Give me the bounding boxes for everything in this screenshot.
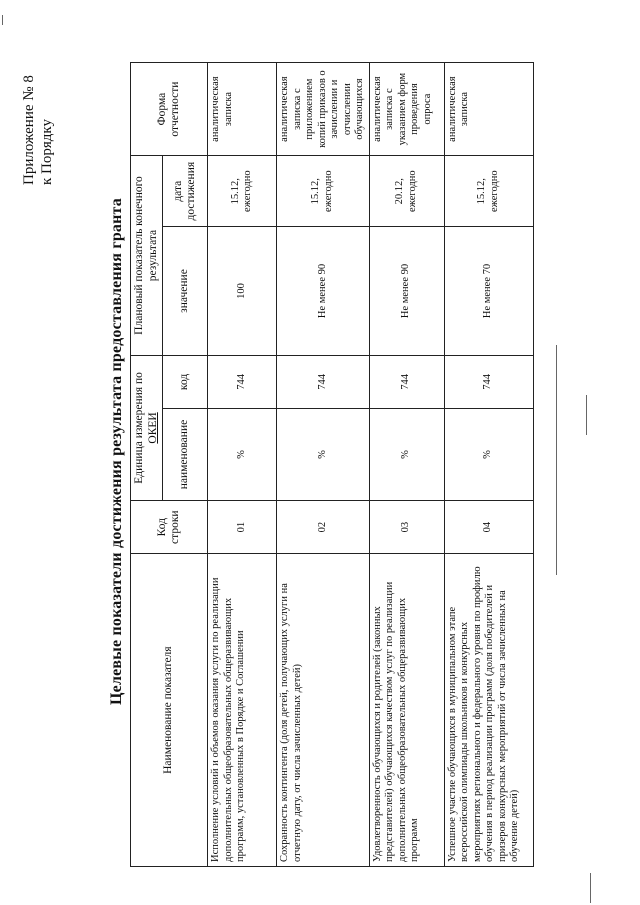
plan-date: 15.12, ежегодно	[444, 156, 533, 227]
header-unit-okei: ОКЕИ	[146, 412, 159, 444]
row-code: 03	[369, 501, 444, 554]
report-form: аналитическая записка с указанием форм проведения опроса	[369, 63, 444, 156]
row-code: 01	[208, 501, 277, 554]
header-unit-code: код	[163, 355, 208, 408]
unit-name: %	[444, 409, 533, 501]
header-plan: Плановый показатель конечного результата	[131, 156, 163, 356]
row-code: 04	[444, 501, 533, 554]
plan-value: Не менее 70	[444, 227, 533, 356]
plan-date: 15.12, ежегодно	[277, 156, 370, 227]
plan-date: 15.12, ежегодно	[208, 156, 277, 227]
unit-name: %	[277, 409, 370, 501]
signature-line	[556, 345, 557, 575]
unit-code: 744	[277, 355, 370, 408]
report-form: аналитическая записка	[208, 63, 277, 156]
table-row	[277, 63, 370, 867]
header-plan-value: значение	[163, 227, 208, 356]
header-row	[131, 63, 163, 867]
header-plan-date: дата достижения	[163, 156, 208, 227]
indicators-table	[130, 62, 534, 867]
row-code: 02	[277, 501, 370, 554]
plan-value: Не менее 90	[369, 227, 444, 356]
plan-date: 20.12, ежегодно	[369, 156, 444, 227]
unit-name: %	[208, 409, 277, 501]
unit-code: 744	[208, 355, 277, 408]
appendix-reference: к Порядку	[39, 119, 55, 185]
report-form: аналитическая записка	[444, 63, 533, 156]
appendix-label	[20, 25, 56, 185]
page-mark	[586, 395, 587, 435]
header-form: Форма отчетности	[131, 63, 208, 156]
table-row	[444, 63, 533, 867]
indicator-name: Сохранность контингента (доля детей, получающих услуги на отчетную дату, от числа зачисленных детей)	[277, 554, 370, 867]
plan-value: 100	[208, 227, 277, 356]
indicator-name: Удовлетворенность обучающихся и родителей (законных представителей) обучающихся качеством услуг по реализации дополнительных общеобразовательных общеразвивающих программ	[369, 554, 444, 867]
appendix-number: Приложение № 8	[21, 75, 37, 185]
unit-name: %	[369, 409, 444, 501]
header-unit-label: Единица измерения по	[133, 372, 145, 484]
document-title: Целевые показатели достижения результата предоставления гранта	[108, 197, 125, 705]
indicator-name: Исполнение условий и объемов оказания услуги по реализации дополнительных общеобразовательных общеразвивающих программ, установленных в Порядке и Соглашении	[208, 554, 277, 867]
unit-code: 744	[369, 355, 444, 408]
unit-code: 744	[444, 355, 533, 408]
indicator-name: Успешное участие обучающихся в муниципальном этапе всероссийской олимпиады школьников и конкурсных мероприятиях регионального и федерального уровня по профилю обучения в период реализации программ (доля победителей и призеров конкурсных мероприятий от числа зачисленных на обучение детей)	[444, 554, 533, 867]
table-row	[208, 63, 277, 867]
header-unit	[131, 355, 163, 500]
table-row	[369, 63, 444, 867]
margin-mark	[590, 873, 591, 903]
report-form: аналитическая записка с приложением копий приказов о зачислении и отчислении обучающихся	[277, 63, 370, 156]
plan-value: Не менее 90	[277, 227, 370, 356]
header-unit-name: наименование	[163, 409, 208, 501]
header-name: Наименование показателя	[131, 554, 208, 867]
header-code: Код строки	[131, 501, 208, 554]
corner-mark	[2, 15, 3, 25]
